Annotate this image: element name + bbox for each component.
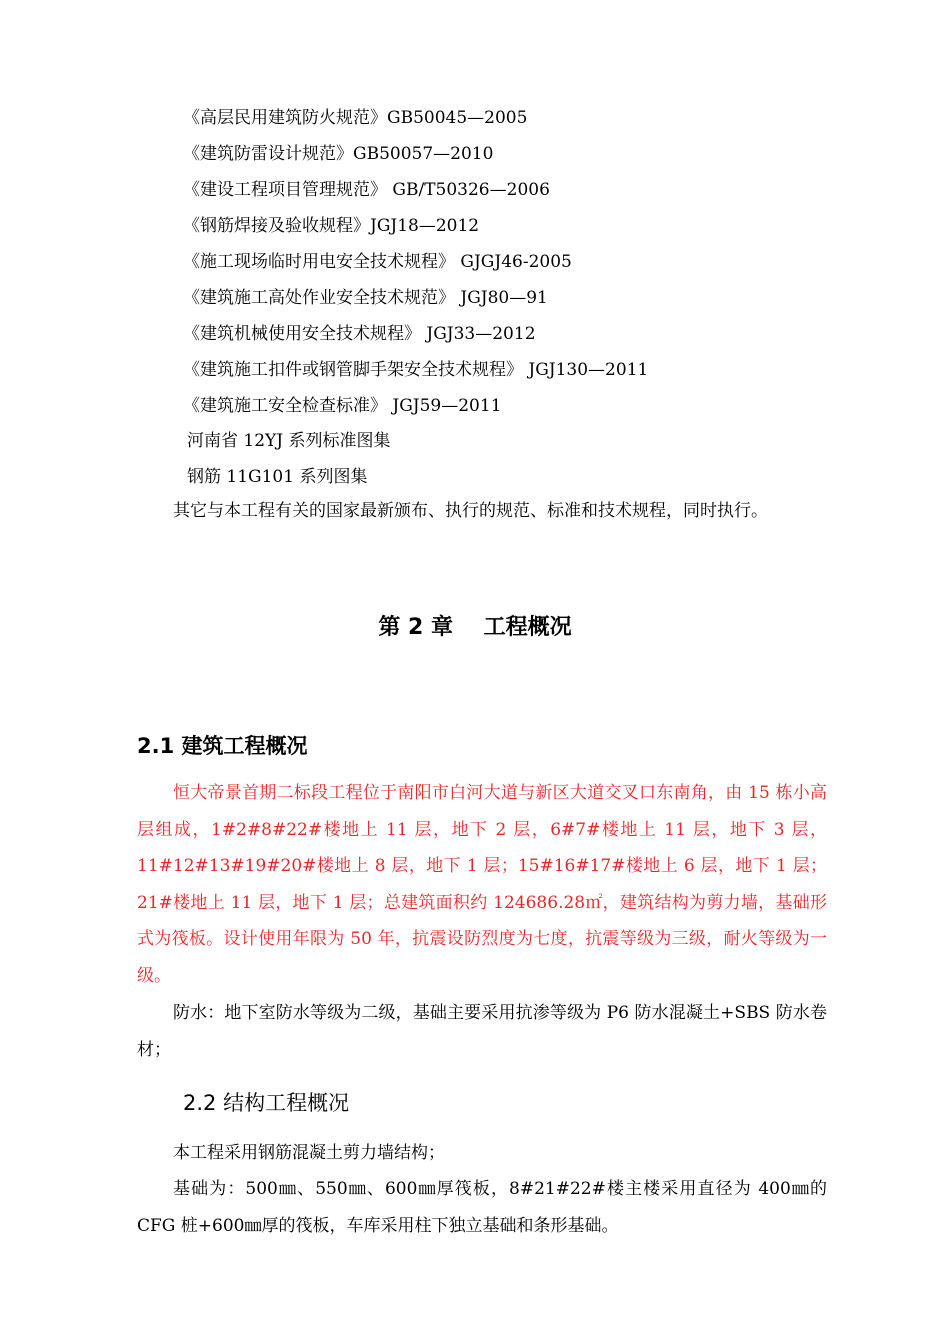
standard-item: 《高层民用建筑防火规范》GB50045—2005	[183, 108, 528, 128]
standard-item: 《建筑防雷设计规范》GB50057—2010	[183, 144, 494, 164]
standard-item: 《建设工程项目管理规范》 GB/T50326—2006	[183, 180, 550, 200]
structure-paragraph: 本工程采用钢筋混凝土剪力墙结构；	[173, 1143, 445, 1163]
standard-item: 《建筑施工安全检查标准》 JGJ59—2011	[183, 396, 502, 416]
standard-item: 河南省 12YJ 系列标准图集	[187, 431, 391, 451]
standard-item: 《建筑施工高处作业安全技术规范》 JGJ80—91	[183, 288, 548, 308]
foundation-paragraph: 基础为：500㎜、550㎜、600㎜厚筏板，8#21#22#楼主楼采用直径为 400㎜的 CFG 桩+600㎜厚的筏板，车库采用柱下独立基础和条形基础。	[137, 1179, 827, 1236]
standard-item: 《建筑机械使用安全技术规程》 JGJ33—2012	[183, 324, 536, 344]
section-heading-2-2: 2.2 结构工程概况	[183, 1091, 350, 1115]
standard-item: 《钢筋焊接及验收规程》JGJ18—2012	[183, 216, 480, 236]
standard-item: 《施工现场临时用电安全技术规程》 GJGJ46-2005	[183, 252, 572, 272]
project-overview-paragraph: 恒大帝景首期二标段工程位于南阳市白河大道与新区大道交叉口东南角，由 15 栋小高层组成，1#2#8#22#楼地上 11 层，地下 2 层，6#7#楼地上 11 层，地下 3 层，11#12#13#19#20#楼地上 8 层，地下 1 层；15#16#17#楼地上 6 层，地下 1 层；21#楼地上 11 层，地下 1 层；总建筑面积约 124686.28㎡，建筑结构为剪力墙，基础形式为筏板。设计使用年限为 50 年，抗震设防烈度为七度，抗震等级为三级，耐火等级为一级。	[137, 783, 827, 986]
closing-paragraph: 其它与本工程有关的国家最新颁布、执行的规范、标准和技术规程，同时执行。	[173, 501, 768, 521]
waterproof-paragraph: 防水：地下室防水等级为二级，基础主要采用抗渗等级为 P6 防水混凝土+SBS 防水卷材；	[137, 1003, 827, 1060]
standard-item: 《建筑施工扣件或钢管脚手架安全技术规程》 JGJ130—2011	[183, 360, 649, 380]
section-heading-2-1: 2.1 建筑工程概况	[137, 734, 308, 758]
chapter-title: 第 2 章 工程概况	[378, 615, 572, 640]
standard-item: 钢筋 11G101 系列图集	[187, 467, 368, 487]
